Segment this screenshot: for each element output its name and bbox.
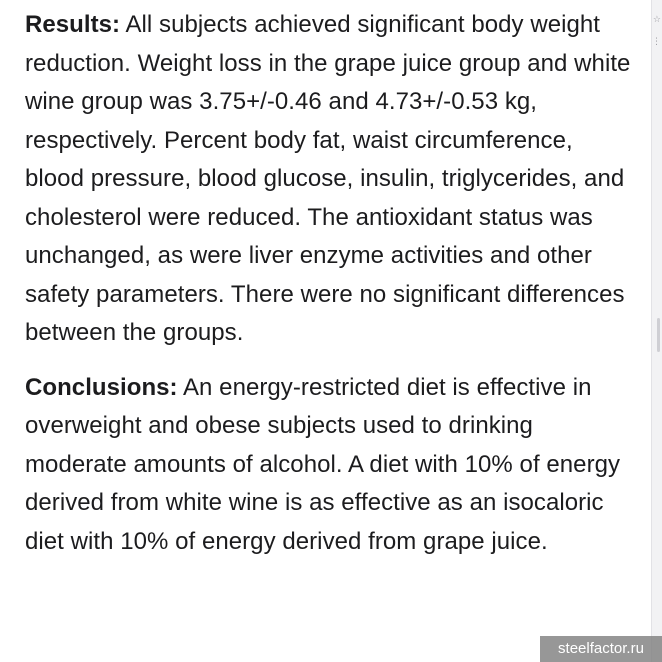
more-icon[interactable]: ⋮ (652, 37, 661, 47)
conclusions-label: Conclusions: (25, 373, 178, 401)
conclusions-text: An energy-restricted diet is effective in overweight and obese subjects used to drinking moderate amounts of alcohol. A diet with 10% of energy derived from white wine is as effective as an isocaloric diet with 10% of energy derived from grape juice. (25, 373, 621, 555)
results-paragraph (25, 6, 637, 353)
conclusions-paragraph (25, 369, 637, 562)
star-icon[interactable]: ☆ (652, 15, 661, 25)
side-panel-edge (651, 0, 662, 662)
scroll-handle[interactable] (657, 318, 660, 352)
watermark: steelfactor.ru (540, 636, 662, 662)
results-text: All subjects achieved significant body weight reduction. Weight loss in the grape juice group and white wine group was 3.75+/-0.46 and 4.73+/-0.53 kg, respectively. Percent body fat, waist circumference, blood pressure, blood glucose, insulin, triglycerides, and cholesterol were reduced. The antioxidant status was unchanged, as were liver enzyme activities and other safety parameters. There were no significant differences between the groups. (25, 11, 631, 346)
results-label: Results: (25, 11, 121, 38)
abstract-text (25, 6, 637, 561)
